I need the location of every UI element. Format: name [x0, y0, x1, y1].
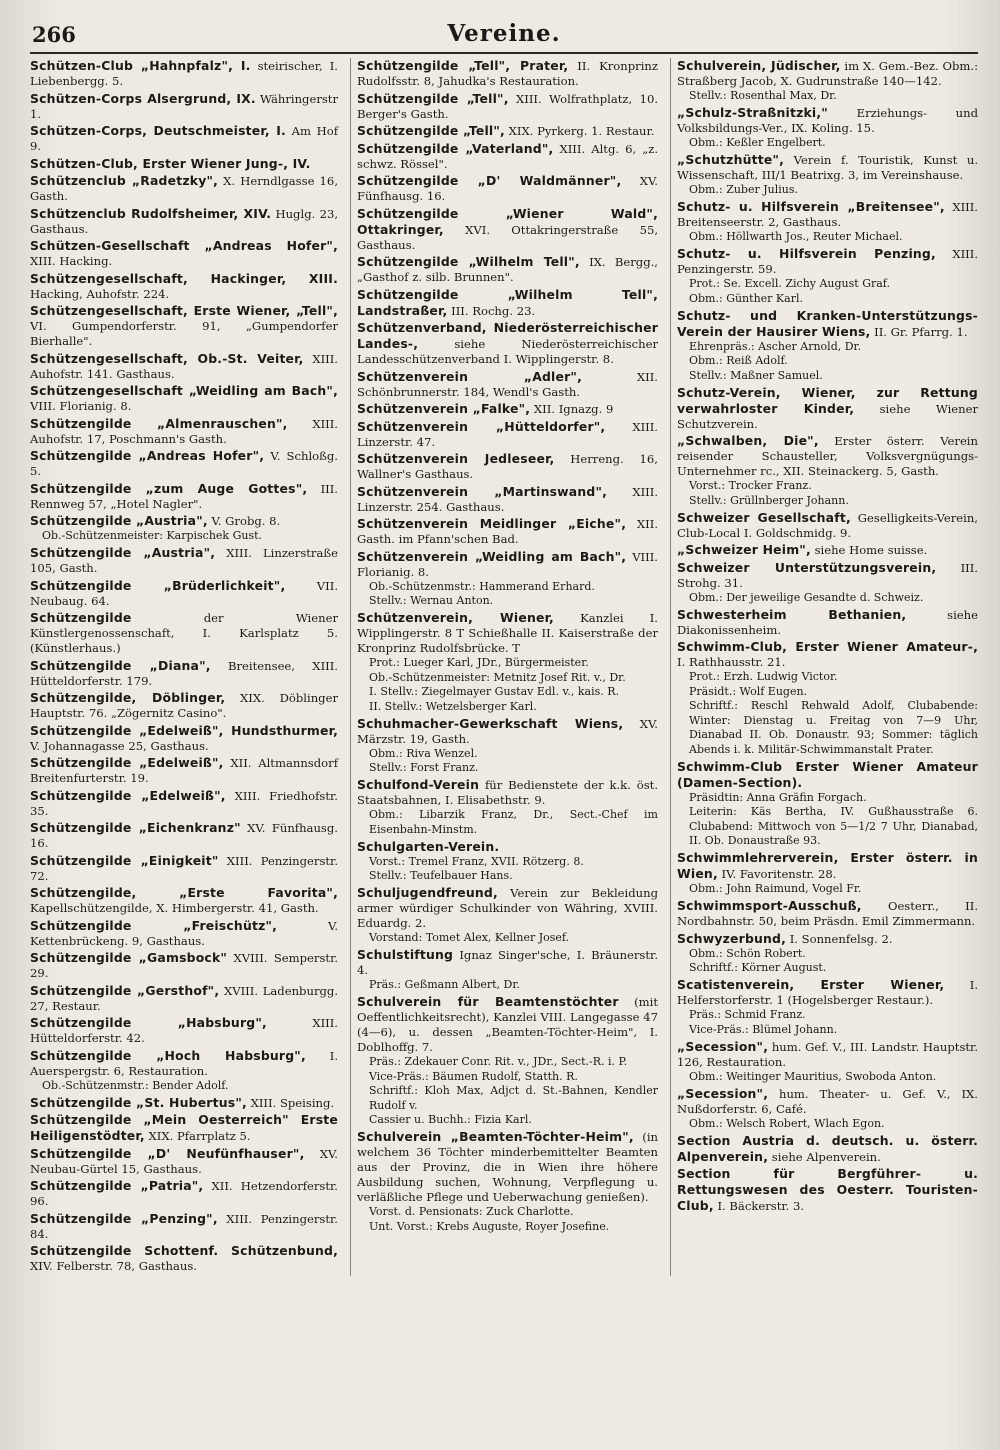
directory-entry [30, 1095, 338, 1111]
entry-details: XIII. Linzerstr. 47. [357, 419, 658, 449]
directory-entry [30, 383, 338, 414]
entry-name: Schwimmlehrerverein, Erster österr. in Wien, [677, 850, 978, 881]
directory-entry [30, 723, 338, 754]
entry-name: Schwimm-Club Erster Wiener Amateur (Damen-Section). [677, 758, 978, 790]
entry-name: Schützenverein „Adler", [357, 368, 582, 384]
entry-name: Schutz- und Kranken-Unterstützungs-Verein der Hausirer Wiens, [677, 307, 978, 339]
entry-details: XVIII. Semperstr. 29. [30, 951, 339, 980]
directory-entry [30, 156, 338, 172]
entry-officer-line: Vorst. d. Pensionats: Zuck Charlotte. [369, 1205, 574, 1218]
entry-details: (mit Oeffentlichkeitsrecht), Kanzlei VIII. Langegasse 47 (4—6), u. dessen „Beamten-Töchter-Heim", I. Doblhoffg. 7. [357, 995, 659, 1054]
directory-entry [30, 820, 338, 851]
entry-details: XIX. Pyrkerg. 1. Restaur. [508, 124, 655, 138]
entry-name: Schützenclub „Radetzky", [30, 173, 219, 188]
entry-name: Schützengilde [30, 610, 132, 625]
entry-officer-line: Obm.: Günther Karl. [689, 291, 803, 305]
entry-details: hum. Gef. V., III. Landstr. Hauptstr. 126, Restauration. [677, 1039, 979, 1069]
column-right [670, 58, 978, 1276]
directory-entry [357, 254, 658, 285]
entry-name: Schützengilde „Tell", Prater, [357, 58, 569, 73]
entry-name: Schützenverein „Falke", [357, 401, 531, 416]
directory-entry [30, 416, 338, 447]
directory-entry [677, 199, 978, 245]
entry-details: II. Kronprinz Rudolfsstr. 8, Jahudka's Restauration. [357, 59, 658, 88]
entry-officer-line: Präsidt.: Wolf Eugen. [689, 684, 808, 698]
directory-entry [357, 839, 658, 884]
directory-entry [357, 451, 658, 482]
entry-officer-line: Obm.: Reiß Adolf. [689, 354, 788, 367]
entry-officer-line: Obm.: Schön Robert. [689, 946, 806, 960]
entry-name: „Schulz-Straßnitzki," [677, 105, 828, 120]
directory-entry [30, 1048, 338, 1094]
entry-details: Hacking, Auhofstr. 224. [30, 286, 170, 301]
directory-entry [677, 246, 978, 306]
entry-name: Schwimm-Club, Erster Wiener Amateur-, [677, 639, 978, 654]
directory-entry [30, 58, 338, 89]
entry-officer-line: Ob.-Schützenmeister: Metnitz Josef Rit. v., Dr. [369, 670, 626, 684]
directory-entry [357, 206, 658, 253]
entry-name: Schützengilde „Almenrauschen", [30, 415, 288, 431]
entry-details: XIII. Penzingerstr. 72. [30, 853, 339, 883]
entry-officer-line: Obm.: Der jeweilige Gesandte d. Schweiz. [689, 590, 924, 604]
directory-entry [357, 141, 658, 172]
directory-entry [357, 610, 658, 714]
entry-officer-line: Schriftf.: Körner August. [689, 961, 827, 974]
directory-entry [30, 448, 338, 479]
directory-entry [677, 433, 978, 508]
entry-details: Erster österr. Verein reisender Schausteller, Volksvergnügungs-Unternehmer rc., XII. Steinackerg. 5, Gasth. [677, 434, 978, 478]
entry-name: Schützengilde „Diana", [30, 657, 211, 673]
directory-entry [30, 1146, 338, 1177]
entry-officer-line: Leiterin: Käs Bertha, IV. Gußhausstraße 6. Clubabend: Mittwoch von 5—1/2 7 Uhr, Dianabad, II. Ob. Donaustraße 93. [689, 805, 978, 847]
entry-details: Ignaz Singer'sche, I. Bräunerstr. 4. [357, 948, 658, 977]
entry-name: Schützengilde „St. Hubertus", [30, 1094, 247, 1110]
entry-name: Schuhmacher-Gewerkschaft Wiens, [357, 715, 624, 731]
entry-details: XIII. Auhofstr. 141. Gasthaus. [30, 351, 338, 381]
entry-name: Schulstiftung [357, 947, 454, 962]
entry-details: XII. Ignazg. 9 [533, 402, 614, 416]
entry-details: hum. Theater- u. Gef. V., IX. Nußdorferstr. 6, Café. [677, 1086, 978, 1116]
entry-name: Schweizer Unterstützungsverein, [677, 559, 937, 575]
directory-entry [677, 1086, 978, 1132]
entry-details: XIII. Breitenseerstr. 2, Gasthaus. [677, 200, 978, 229]
entry-details: XIII. Altg. 6, „z. schwz. Rössel". [357, 141, 659, 171]
entry-name: Schützengilde „Habsburg", [30, 1015, 267, 1030]
entry-name: Schützenverein „Hütteldorfer", [357, 418, 606, 434]
directory-entry [357, 58, 658, 89]
entry-details: XIII. Auhofstr. 17, Poschmann's Gasth. [30, 416, 338, 446]
entry-name: „Schwalben, Die", [677, 433, 819, 448]
entry-details: I. Bäckerstr. 3. [717, 1199, 805, 1213]
entry-officer-line: Ob.-Schützenmstr.: Hammerand Erhard. [369, 579, 595, 593]
entry-officer-line: Schriftf.: Reschl Rehwald Adolf, Clubabende: Winter: Dienstag u. Freitag von 7—9 Uhr, Dianabad II. Ob. Donaustr. 93; Sommer: täglich Abends i. k. Militär-Schwimmanstalt Prater. [689, 699, 978, 756]
directory-entry [357, 91, 658, 122]
page-number: 266 [32, 22, 76, 47]
entry-name: Schützengilde „Tell", [357, 123, 505, 138]
entry-details: steirischer, I. Liebenbergg. 5. [30, 59, 338, 88]
entry-details: XIII. Speising. [250, 1095, 335, 1110]
entry-details: Erziehungs- und Volksbildungs-Ver., IX. Koling. 15. [677, 106, 978, 135]
entry-details: V. Schloßg. 5. [30, 449, 338, 478]
directory-entry [677, 105, 978, 151]
entry-details: XIII. Friedhofstr. 35. [30, 788, 338, 818]
columns [30, 58, 978, 1276]
directory-entry [357, 885, 658, 946]
entry-name: Schützengilde „Austria", [30, 545, 216, 560]
entry-officer-line: Obm.: Welsch Robert, Wlach Egon. [689, 1116, 885, 1130]
entry-name: Schützengilde „Einigkeit" [30, 852, 219, 868]
entry-name: Schützengilde „Hoch Habsburg", [30, 1047, 306, 1063]
directory-entry [357, 287, 658, 319]
entry-details: Breitensee, XIII. Hütteldorferstr. 179. [30, 658, 338, 688]
entry-details: XII. Gasth. im Pfann'schen Bad. [357, 517, 659, 546]
entry-officer-line: Unt. Vorst.: Krebs Auguste, Royer Josefine. [369, 1219, 610, 1233]
entry-name: Schützengilde „zum Auge Gottes", [30, 480, 308, 496]
entry-officer-line: Obm.: John Raimund, Vogel Fr. [689, 882, 862, 895]
entry-name: Schulverein für Beamtenstöchter [357, 994, 619, 1009]
entry-details: IX. Bergg., „Gasthof z. silb. Brunnen". [357, 255, 658, 284]
entry-name: Schützengesellschaft, Ob.-St. Veiter, [30, 350, 304, 366]
directory-entry [357, 369, 658, 400]
entry-details: VI. Gumpendorferstr. 91, „Gumpendorfer Bierhalle". [30, 319, 338, 348]
entry-name: Schützengilde „Tell", [357, 90, 509, 106]
entry-name: Schützengesellschaft „Weidling am Bach", [30, 383, 338, 398]
entry-details: IV. Favoritenstr. 28. [721, 867, 837, 881]
entry-name: Schützengilde „D' Waldmänner", [357, 173, 622, 188]
directory-entry [30, 885, 338, 916]
entry-officer-line: Vorst.: Tremel Franz, XVII. Rötzerg. 8. [369, 854, 584, 868]
entry-officer-line: Obm.: Riva Wenzel. [369, 746, 478, 760]
directory-entry [357, 716, 658, 776]
directory-entry [30, 481, 338, 512]
entry-officer-line: Ob.-Schützenmeister: Karpischek Gust. [42, 529, 263, 542]
entry-officer-line: Stellv.: Wernau Anton. [369, 594, 494, 607]
entry-details: Huglg. 23, Gasthaus. [30, 206, 339, 236]
directory-entry [30, 788, 338, 819]
entry-officer-line: I. Stellv.: Ziegelmayer Gustav Edl. v., kais. R. [369, 685, 620, 698]
entry-details: XIII. Penzingerstr. 59. [677, 247, 979, 276]
entry-name: Schützengesellschaft, Erste Wiener, „Tell", [30, 303, 338, 318]
entry-details: XV. Neubau-Gürtel 15, Gasthaus. [30, 1146, 338, 1176]
entry-officer-line: Präsidtin: Anna Gräfin Forgach. [689, 790, 867, 804]
entry-name: Schutz-Verein, Wiener, zur Rettung verwahrloster Kinder, [677, 384, 978, 416]
entry-name: Schützen-Corps, Deutschmeister, I. [30, 123, 286, 138]
entry-details: XIII. Linzerstr. 254. Gasthaus. [357, 484, 659, 514]
column-left [30, 58, 338, 1276]
directory-entry [357, 419, 658, 450]
entry-details: XII. Schönbrunnerstr. 184, Wendl's Gasth. [357, 369, 658, 399]
entry-details: XV. Fünfhausg. 16. [357, 174, 658, 203]
entry-name: Schützengilde „Austria", [30, 513, 208, 528]
entry-details: I. Helferstorferstr. 1 (Hogelsberger Restaur.). [677, 978, 978, 1007]
entry-details: XV. Fünfhausg. 16. [30, 821, 338, 850]
directory-entry [30, 1211, 338, 1242]
directory-entry [30, 271, 338, 302]
entry-name: „Secession", [677, 1085, 769, 1101]
directory-entry [357, 516, 658, 547]
directory-entry [677, 977, 978, 1037]
directory-entry [30, 1112, 338, 1144]
directory-entry [30, 123, 338, 154]
entry-details: X. Herndlgasse 16, Gasth. [30, 174, 338, 203]
directory-entry [677, 639, 978, 757]
entry-name: Schützenverein Jedleseer, [357, 451, 555, 466]
entry-details: VII. Neubaug. 64. [30, 578, 338, 608]
entry-name: Schützengilde „Freischütz", [30, 917, 278, 933]
page-title: Vereine. [447, 20, 561, 47]
entry-officer-line: Stellv.: Grüllnberger Johann. [689, 493, 849, 507]
entry-details: Kanzlei I. Wipplingerstr. 8 T Schießhalle II. Kaiserstraße der Kronprinz Rudolfsbrücke. T [357, 611, 658, 655]
entry-name: Schützengilde „D' Neufünfhauser", [30, 1145, 305, 1161]
entry-details: im X. Gem.-Bez. Obm.: Straßberg Jacob, X. Gudrunstraße 140—142. [677, 59, 978, 88]
directory-entry [30, 1015, 338, 1046]
entry-name: Schutz- u. Hilfsverein „Breitensee", [677, 199, 945, 214]
entry-name: Schweizer Gesellschaft, [677, 509, 851, 525]
entry-name: Schützen-Corps Alsergrund, IX. [30, 90, 256, 106]
entry-details: Kapellschützengilde, X. Himbergerstr. 41, Gasth. [30, 901, 319, 915]
entry-name: Schützengilde, „Erste Favorita", [30, 885, 338, 900]
directory-entry [30, 578, 338, 609]
entry-name: Section Austria d. deutsch. u. österr. Alpenverein, [677, 1132, 978, 1164]
directory-entry [30, 610, 338, 656]
directory-entry [30, 658, 338, 689]
entry-details: V. Grobg. 8. [211, 514, 281, 528]
entry-details: Verein f. Touristik, Kunst u. Wissenschaft, III/1 Beatrixg. 3, im Vereinshause. [677, 153, 979, 182]
directory-entry [357, 549, 658, 609]
entry-details: XIII. Penzingerstr. 84. [30, 1211, 338, 1241]
entry-name: Schützengilde „Mein Oesterreich" Erste Heiligenstödter, [30, 1112, 338, 1143]
entry-name: Schwyzerbund, [677, 930, 787, 946]
entry-officer-line: Präs.: Schmid Franz. [689, 1008, 806, 1021]
entry-name: Schulverein „Beamten-Töchter-Heim", [357, 1129, 634, 1144]
entry-details: V. Kettenbrückeng. 9, Gasthaus. [30, 918, 339, 948]
entry-name: Schützengesellschaft, Hackinger, XIII. [30, 270, 338, 286]
entry-name: Schützengilde „Gamsbock" [30, 950, 228, 965]
entry-name: Section für Bergführer- u. Rettungswesen des Oesterr. Touristen-Club, [677, 1166, 978, 1213]
entry-name: Schützengilde „Edelweiß", [30, 787, 226, 803]
directory-entry [30, 1178, 338, 1209]
entry-officer-line: II. Stellv.: Wetzelsberger Karl. [369, 699, 537, 713]
directory-entry [357, 123, 658, 139]
page-header [30, 8, 978, 54]
directory-entry [357, 173, 658, 204]
entry-details: XIII. Linzerstraße 105, Gasth. [30, 546, 338, 575]
entry-details: Herreng. 16, Wallner's Gasthaus. [357, 452, 658, 481]
entry-name: Schützenverband, Niederösterreichischer Landes-, [357, 320, 658, 351]
entry-officer-line: Präs.: Zdekauer Conr. Rit. v., JDr., Sect.-R. i. P. [369, 1055, 628, 1068]
entry-name: „Secession", [677, 1038, 769, 1054]
directory-entry [357, 947, 658, 993]
entry-name: Schützenclub Rudolfsheimer, XIV. [30, 205, 272, 221]
entry-details: V. Johannagasse 25, Gasthaus. [30, 738, 209, 753]
directory-entry [677, 1133, 978, 1165]
entry-details: siehe Alpenverein. [771, 1149, 881, 1164]
entry-name: Schützengilde „Gersthof", [30, 982, 220, 998]
directory-entry [30, 206, 338, 237]
entry-name: Schützen-Gesellschaft „Andreas Hofer", [30, 238, 338, 253]
entry-details: für Bedienstete der k.k. öst. Staatsbahnen, I. Elisabethstr. 9. [357, 778, 659, 807]
directory-entry [677, 898, 978, 929]
entry-officer-line: Schriftf.: Kloh Max, Adjct d. St.-Bahnen, Kendler Rudolf v. [369, 1084, 658, 1112]
directory-entry [30, 918, 338, 949]
directory-entry [677, 308, 978, 384]
directory-entry [30, 238, 338, 269]
directory-entry [677, 931, 978, 976]
directory-entry [30, 853, 338, 884]
column-middle [350, 58, 658, 1276]
entry-name: Schützengilde „Vaterland", [357, 140, 554, 156]
entry-details: Währingerstr 1. [30, 91, 339, 121]
entry-officer-line: Obm.: Zuber Julius. [689, 183, 798, 196]
entry-details: Verein zur Bekleidung armer würdiger Schulkinder von Währing, XVIII. Eduardg. 2. [357, 886, 658, 930]
entry-officer-line: Vorst.: Trocker Franz. [689, 479, 812, 492]
entry-officer-line: Präs.: Geßmann Albert, Dr. [369, 978, 520, 991]
directory-entry [30, 983, 338, 1014]
entry-name: Schützengilde „Wilhelm Tell", Landstraßer, [357, 286, 658, 318]
entry-officer-line: Vice-Präs.: Blümel Johann. [689, 1022, 838, 1036]
entry-name: Schützenverein „Martinswand", [357, 483, 608, 499]
entry-name: Schützengilde „Brüderlichkeit", [30, 577, 286, 593]
entry-name: Schützengilde, Döblinger, [30, 690, 226, 705]
directory-entry [677, 850, 978, 897]
entry-name: Schützengilde „Wilhelm Tell", [357, 254, 580, 269]
entry-name: Schulfond-Verein [357, 777, 480, 792]
entry-details: XIX. Pfarrplatz 5. [148, 1129, 251, 1143]
directory-entry [677, 152, 978, 198]
entry-details: I. Rathhausstr. 21. [677, 655, 786, 669]
entry-name: Schützengilde „Penzing", [30, 1210, 218, 1226]
entry-details: XII. Altmannsdorf Breitenfurterstr. 19. [30, 756, 338, 785]
directory-entry [677, 542, 978, 558]
entry-details: II. Gr. Pfarrg. 1. [874, 324, 968, 339]
directory-entry [30, 950, 338, 981]
entry-details: XIX. Döblinger Hauptstr. 76. „Zögernitz Casino". [30, 691, 338, 720]
entry-details: XIII. Hütteldorferstr. 42. [30, 1016, 338, 1045]
entry-details: I. Auerspergstr. 6, Restauration. [30, 1048, 338, 1078]
entry-details: Oesterr., II. Nordbahnstr. 50, beim Präsdn. Emil Zimmermann. [677, 899, 979, 928]
entry-name: „Schutzhütte", [677, 152, 785, 167]
entry-name: Schützenverein Meidlinger „Eiche", [357, 516, 627, 531]
directory-entry [677, 58, 978, 104]
entry-name: Schwesterheim Bethanien, [677, 606, 907, 622]
entry-name: „Schweizer Heim", [677, 542, 811, 557]
directory-entry [677, 1039, 978, 1085]
entry-name: Schützengilde „Edelweiß", [30, 755, 224, 770]
entry-name: Schützenverein, Wiener, [357, 610, 554, 625]
entry-officer-line: Obm.: Keßler Engelbert. [689, 136, 826, 149]
entry-details: XV. Märzstr. 19, Gasth. [357, 716, 658, 746]
entry-officer-line: Prot.: Erzh. Ludwig Victor. [689, 670, 838, 683]
directory-entry [357, 320, 658, 367]
entry-name: Schützengilde „Eichenkranz" [30, 820, 241, 835]
entry-details: XVI. Ottakringerstraße 55, Gasthaus. [357, 222, 659, 252]
entry-officer-line: Ob.-Schützenmstr.: Bender Adolf. [42, 1078, 229, 1092]
directory-entry [677, 385, 978, 432]
entry-details: XIV. Felberstr. 78, Gasthaus. [30, 1259, 197, 1273]
entry-name: Schützengilde „Edelweiß", Hundsthurmer, [30, 722, 338, 738]
entry-details: XIII. Wolfrathplatz, 10. Berger's Gasth. [357, 91, 659, 121]
directory-entry [30, 351, 338, 382]
directory-entry [677, 510, 978, 541]
entry-name: Schützengilde „Patria", [30, 1178, 204, 1193]
directory-entry [357, 484, 658, 515]
entry-details: XVIII. Ladenburgg. 27, Restaur. [30, 983, 339, 1013]
directory-entry [30, 690, 338, 721]
entry-name: Schützengilde Schottenf. Schützenbund, [30, 1243, 338, 1258]
directory-entry [677, 560, 978, 606]
directory-entry [30, 173, 338, 204]
entry-officer-line: Prot.: Lueger Karl, JDr., Bürgermeister. [369, 656, 589, 669]
directory-entry [30, 303, 338, 349]
directory-entry [30, 91, 338, 122]
directory-entry [677, 759, 978, 849]
entry-officer-line: Stellv.: Forst Franz. [369, 761, 479, 774]
entry-details: siehe Wiener Schutzverein. [677, 401, 979, 431]
directory-entry [30, 545, 338, 576]
entry-officer-line: Obm.: Libarzik Franz, Dr., Sect.-Chef im Eisenbahn-Minstm. [369, 808, 658, 836]
entry-name: Schwimmsport-Ausschuß, [677, 898, 862, 913]
entry-details: VIII. Florianig. 8. [30, 399, 132, 413]
entry-details: Geselligkeits-Verein, Club-Local I. Goldschmidg. 9. [677, 510, 978, 540]
directory-entry [357, 401, 658, 417]
entry-details: siehe Diakonissenheim. [677, 607, 978, 637]
directory-entry [30, 755, 338, 786]
directory-entry [357, 1129, 658, 1234]
entry-name: Schulverein, Jüdischer, [677, 58, 841, 73]
entry-name: Schützen-Club „Hahnpfalz", I. [30, 58, 251, 73]
entry-details: XIII. Hacking. [30, 254, 113, 268]
entry-officer-line: Stellv.: Maßner Samuel. [689, 368, 823, 382]
entry-officer-line: Prot.: Se. Excell. Zichy August Graf. [689, 277, 890, 290]
directory-entry [357, 994, 658, 1128]
entry-officer-line: Vorstand: Tomet Alex, Kellner Josef. [369, 931, 570, 944]
entry-name: Schutz- u. Hilfsverein Penzing, [677, 246, 936, 261]
entry-details: siehe Home suisse. [814, 543, 928, 557]
entry-name: Schützengilde „Andreas Hofer", [30, 448, 265, 463]
entry-details: der Wiener Künstlergenossenschaft, I. Karlsplatz 5. (Künstlerhaus.) [30, 611, 338, 655]
entry-officer-line: Stellv.: Teufelbauer Hans. [369, 869, 513, 882]
entry-name: Schützengilde „Wiener Wald", Ottakringer, [357, 205, 658, 237]
entry-details: Am Hof 9. [30, 124, 338, 153]
directory-entry [30, 1243, 338, 1274]
entry-officer-line: Obm.: Höllwarth Jos., Reuter Michael. [689, 230, 903, 243]
entry-officer-line: Stellv.: Rosenthal Max, Dr. [689, 89, 837, 102]
directory-entry [357, 777, 658, 837]
entry-name: Schulgarten-Verein. [357, 838, 500, 854]
entry-officer-line: Cassier u. Buchh.: Fizia Karl. [369, 1113, 532, 1126]
entry-name: Schützenverein „Weidling am Bach", [357, 548, 627, 564]
entry-name: Schützen-Club, Erster Wiener Jung-, IV. [30, 155, 311, 171]
directory-entry [30, 513, 338, 544]
directory-entry [677, 607, 978, 638]
entry-officer-line: Vice-Präs.: Bäumen Rudolf, Statth. R. [369, 1069, 578, 1083]
directory-entry [677, 1166, 978, 1214]
entry-officer-line: Obm.: Weitinger Mauritius, Swoboda Anton. [689, 1069, 937, 1083]
entry-name: Scatistenverein, Erster Wiener, [677, 977, 945, 992]
entry-officer-line: Ehrenpräs.: Ascher Arnold, Dr. [689, 339, 862, 353]
entry-details: siehe Niederösterreichischer Landesschützenverband I. Wipplingerstr. 8. [357, 337, 658, 366]
entry-details: VIII. Florianig. 8. [357, 549, 658, 579]
entry-details: III. Rochg. 23. [451, 303, 536, 318]
entry-details: XII. Hetzendorferstr. 96. [30, 1179, 338, 1208]
entry-details: (in welchem 36 Töchter minderbemittelter Beamten aus der Provinz, die in Wien ihre höhere Ausbildung suchen, Wohnung, Verpflegung u. verläßliche Pflege und Ueberwachung genießen). [357, 1130, 658, 1204]
entry-details: I. Sonnenfelsg. 2. [789, 931, 893, 946]
entry-details: III. Rennweg 57, „Hotel Nagler". [30, 481, 338, 511]
entry-name: Schuljugendfreund, [357, 885, 498, 900]
entry-details: III. Strohg. 31. [677, 560, 978, 590]
